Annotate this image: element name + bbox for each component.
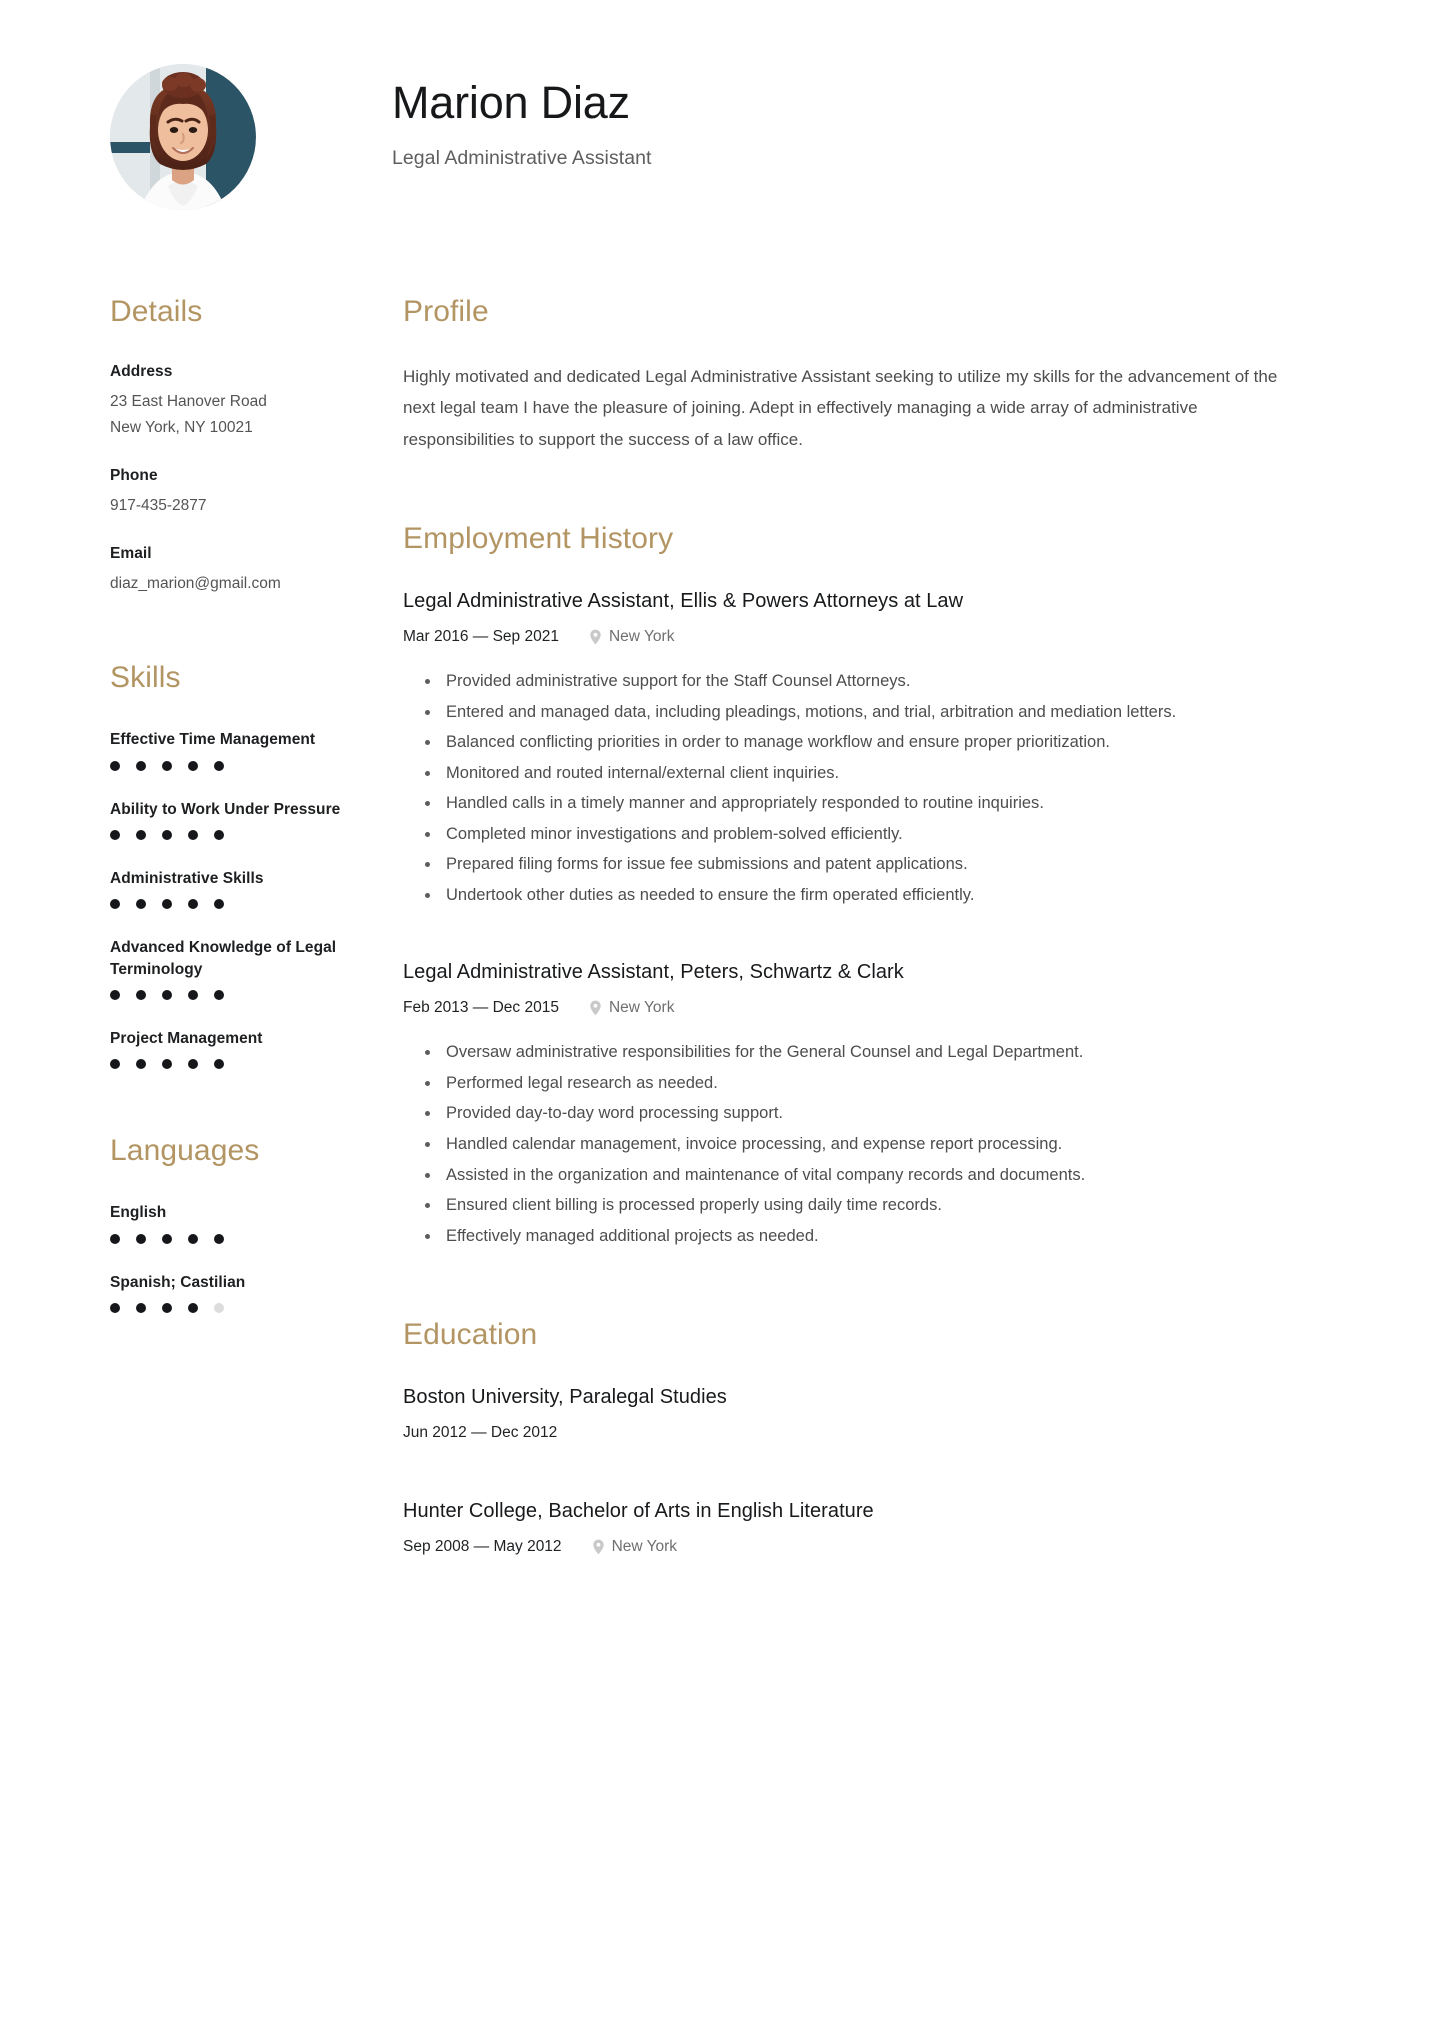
- location-pin-icon: [589, 1000, 602, 1016]
- header-text: [392, 60, 651, 170]
- language-label: Spanish; Castilian: [110, 1273, 246, 1291]
- main-content: [392, 294, 1368, 1556]
- skill-rating: [110, 1058, 392, 1070]
- language-item: [110, 1272, 392, 1314]
- language-rating: [110, 1302, 392, 1314]
- education-dates: Jun 2012 — Dec 2012: [403, 1424, 558, 1442]
- bullet-item: Handled calendar management, invoice processing, and expense report processing.: [446, 1129, 1328, 1160]
- bullet-item: Undertook other duties as needed to ensure the firm operated efficiently.: [446, 880, 1328, 911]
- education-title: Boston University, Paralegal Studies: [403, 1386, 727, 1409]
- section-skills: [110, 660, 392, 1070]
- section-details: [110, 294, 392, 597]
- rating-dot-filled: [110, 990, 120, 1000]
- education-title: Hunter College, Bachelor of Arts in English Literature: [403, 1500, 874, 1523]
- section-profile: [403, 294, 1328, 455]
- location-pin-icon: [592, 1539, 605, 1555]
- detail-value-line: New York, NY 10021: [110, 419, 253, 437]
- sidebar: [72, 294, 392, 1314]
- rating-dot-filled: [136, 830, 146, 840]
- rating-dot-filled: [162, 1059, 172, 1069]
- rating-dot-filled: [188, 1303, 198, 1313]
- rating-dot-filled: [162, 1234, 172, 1244]
- resume-body: [72, 294, 1368, 1556]
- rating-dot-filled: [188, 830, 198, 840]
- employment-title: Legal Administrative Assistant, Peters, Schwartz & Clark: [403, 961, 904, 984]
- bullet-item: Handled calls in a timely manner and appropriately responded to routine inquiries.: [446, 788, 1328, 819]
- bullet-item: Provided day-to-day word processing support.: [446, 1098, 1328, 1129]
- rating-dot-filled: [188, 1234, 198, 1244]
- rating-dot-filled: [162, 990, 172, 1000]
- rating-dot-filled: [214, 990, 224, 1000]
- location-pin-icon: [589, 629, 602, 645]
- employment-dates: Mar 2016 — Sep 2021: [403, 628, 559, 646]
- rating-dot-filled: [188, 899, 198, 909]
- skill-rating: [110, 760, 392, 772]
- rating-dot-filled: [136, 761, 146, 771]
- education-entry: [403, 1384, 1328, 1442]
- language-label: English: [110, 1204, 167, 1222]
- detail-label: Phone: [110, 467, 158, 485]
- language-item: [110, 1202, 392, 1244]
- employment-meta: [403, 628, 1328, 646]
- rating-dot-filled: [110, 761, 120, 771]
- resume-header: [72, 56, 1368, 210]
- rating-dot-filled: [136, 1234, 146, 1244]
- bullet-item: Oversaw administrative responsibilities for the General Counsel and Legal Department.: [446, 1037, 1328, 1068]
- page-title: Marion Diaz: [392, 77, 630, 128]
- rating-dot-filled: [188, 1059, 198, 1069]
- detail-label: Address: [110, 363, 173, 380]
- skill-item: [110, 1028, 392, 1070]
- avatar: [110, 64, 256, 210]
- language-rating: [110, 1233, 392, 1245]
- languages-heading: Languages: [110, 1134, 260, 1168]
- education-location-label: New York: [611, 1538, 678, 1556]
- rating-dot-filled: [110, 1303, 120, 1313]
- employment-title: Legal Administrative Assistant, Ellis & Powers Attorneys at Law: [403, 590, 964, 613]
- rating-dot-filled: [110, 899, 120, 909]
- skill-rating: [110, 829, 392, 841]
- skill-label: Project Management: [110, 1030, 263, 1047]
- rating-dot-filled: [162, 830, 172, 840]
- rating-dot-filled: [136, 990, 146, 1000]
- bullet-item: Monitored and routed internal/external client inquiries.: [446, 758, 1328, 789]
- skills-heading: Skills: [110, 661, 181, 695]
- rating-dot-filled: [162, 899, 172, 909]
- employment-bullets: [403, 1037, 1328, 1251]
- employment-location: [589, 999, 674, 1017]
- education-entry: [403, 1498, 1328, 1556]
- skill-label: Advanced Knowledge of Legal Terminology: [110, 939, 337, 978]
- skill-rating: [110, 989, 392, 1001]
- avatar-column: [72, 60, 392, 210]
- bullet-item: Performed legal research as needed.: [446, 1068, 1328, 1099]
- detail-label: Email: [110, 545, 152, 563]
- languages-list: [110, 1202, 392, 1314]
- bullet-item: Provided administrative support for the Staff Counsel Attorneys.: [446, 666, 1328, 697]
- detail-address: [110, 363, 392, 441]
- detail-value-line: 917-435-2877: [110, 497, 207, 515]
- education-dates: Sep 2008 — May 2012: [403, 1538, 562, 1556]
- employment-bullets: [403, 666, 1328, 910]
- section-languages: [110, 1133, 392, 1314]
- skill-label: Ability to Work Under Pressure: [110, 800, 341, 818]
- profile-text: Highly motivated and dedicated Legal Administrative Assistant seeking to utilize my skills for the advancement of the next legal team I have the pleasure of joining. Adept in effectively managing a wide array of administrative responsibilities to support the success of a law office.: [403, 367, 1278, 449]
- rating-dot-filled: [214, 761, 224, 771]
- details-heading: Details: [110, 295, 203, 328]
- profile-photo-illustration: [110, 64, 256, 210]
- bullet-item: Effectively managed additional projects as needed.: [446, 1221, 1328, 1252]
- detail-email: [110, 545, 392, 597]
- bullet-item: Ensured client billing is processed properly using daily time records.: [446, 1190, 1328, 1221]
- employment-location-label: New York: [608, 999, 675, 1017]
- skill-item: [110, 937, 392, 1001]
- rating-dot-filled: [214, 1234, 224, 1244]
- rating-dot-filled: [110, 1059, 120, 1069]
- employment-entry: [403, 588, 1328, 910]
- rating-dot-filled: [188, 990, 198, 1000]
- rating-dot-filled: [110, 1234, 120, 1244]
- rating-dot-empty: [214, 1303, 224, 1313]
- detail-phone: [110, 467, 392, 519]
- rating-dot-filled: [162, 761, 172, 771]
- bullet-item: Entered and managed data, including pleadings, motions, and trial, arbitration and mediation letters.: [446, 697, 1328, 728]
- job-title: Legal Administrative Assistant: [392, 146, 652, 169]
- rating-dot-filled: [188, 761, 198, 771]
- employment-location: [589, 628, 674, 646]
- rating-dot-filled: [136, 1303, 146, 1313]
- employment-location-label: New York: [608, 628, 675, 646]
- rating-dot-filled: [110, 830, 120, 840]
- skill-label: Effective Time Management: [110, 731, 316, 749]
- education-meta: [403, 1424, 1328, 1442]
- section-employment: [403, 521, 1328, 1251]
- skill-item: [110, 799, 392, 841]
- detail-value-line: diaz_marion@gmail.com: [110, 575, 281, 593]
- education-location: [592, 1538, 677, 1556]
- rating-dot-filled: [214, 830, 224, 840]
- employment-heading: Employment History: [403, 522, 674, 556]
- skill-item: [110, 868, 392, 910]
- section-education: [403, 1317, 1328, 1556]
- employment-entry: [403, 959, 1328, 1251]
- employment-meta: [403, 999, 1328, 1017]
- skill-item: [110, 729, 392, 771]
- education-meta: [403, 1538, 1328, 1556]
- bullet-item: Balanced conflicting priorities in order to manage workflow and ensure proper prioritization.: [446, 727, 1328, 758]
- rating-dot-filled: [162, 1303, 172, 1313]
- employment-dates: Feb 2013 — Dec 2015: [403, 999, 559, 1017]
- skill-label: Administrative Skills: [110, 869, 264, 887]
- rating-dot-filled: [214, 899, 224, 909]
- rating-dot-filled: [214, 1059, 224, 1069]
- detail-value-line: 23 East Hanover Road: [110, 393, 267, 410]
- bullet-item: Completed minor investigations and problem-solved efficiently.: [446, 819, 1328, 850]
- education-heading: Education: [403, 1318, 538, 1352]
- profile-heading: Profile: [403, 295, 489, 328]
- bullet-item: Assisted in the organization and maintenance of vital company records and documents.: [446, 1160, 1328, 1191]
- skill-rating: [110, 898, 392, 910]
- skills-list: [110, 729, 392, 1070]
- bullet-item: Prepared filing forms for issue fee submissions and patent applications.: [446, 849, 1328, 880]
- rating-dot-filled: [136, 1059, 146, 1069]
- rating-dot-filled: [136, 899, 146, 909]
